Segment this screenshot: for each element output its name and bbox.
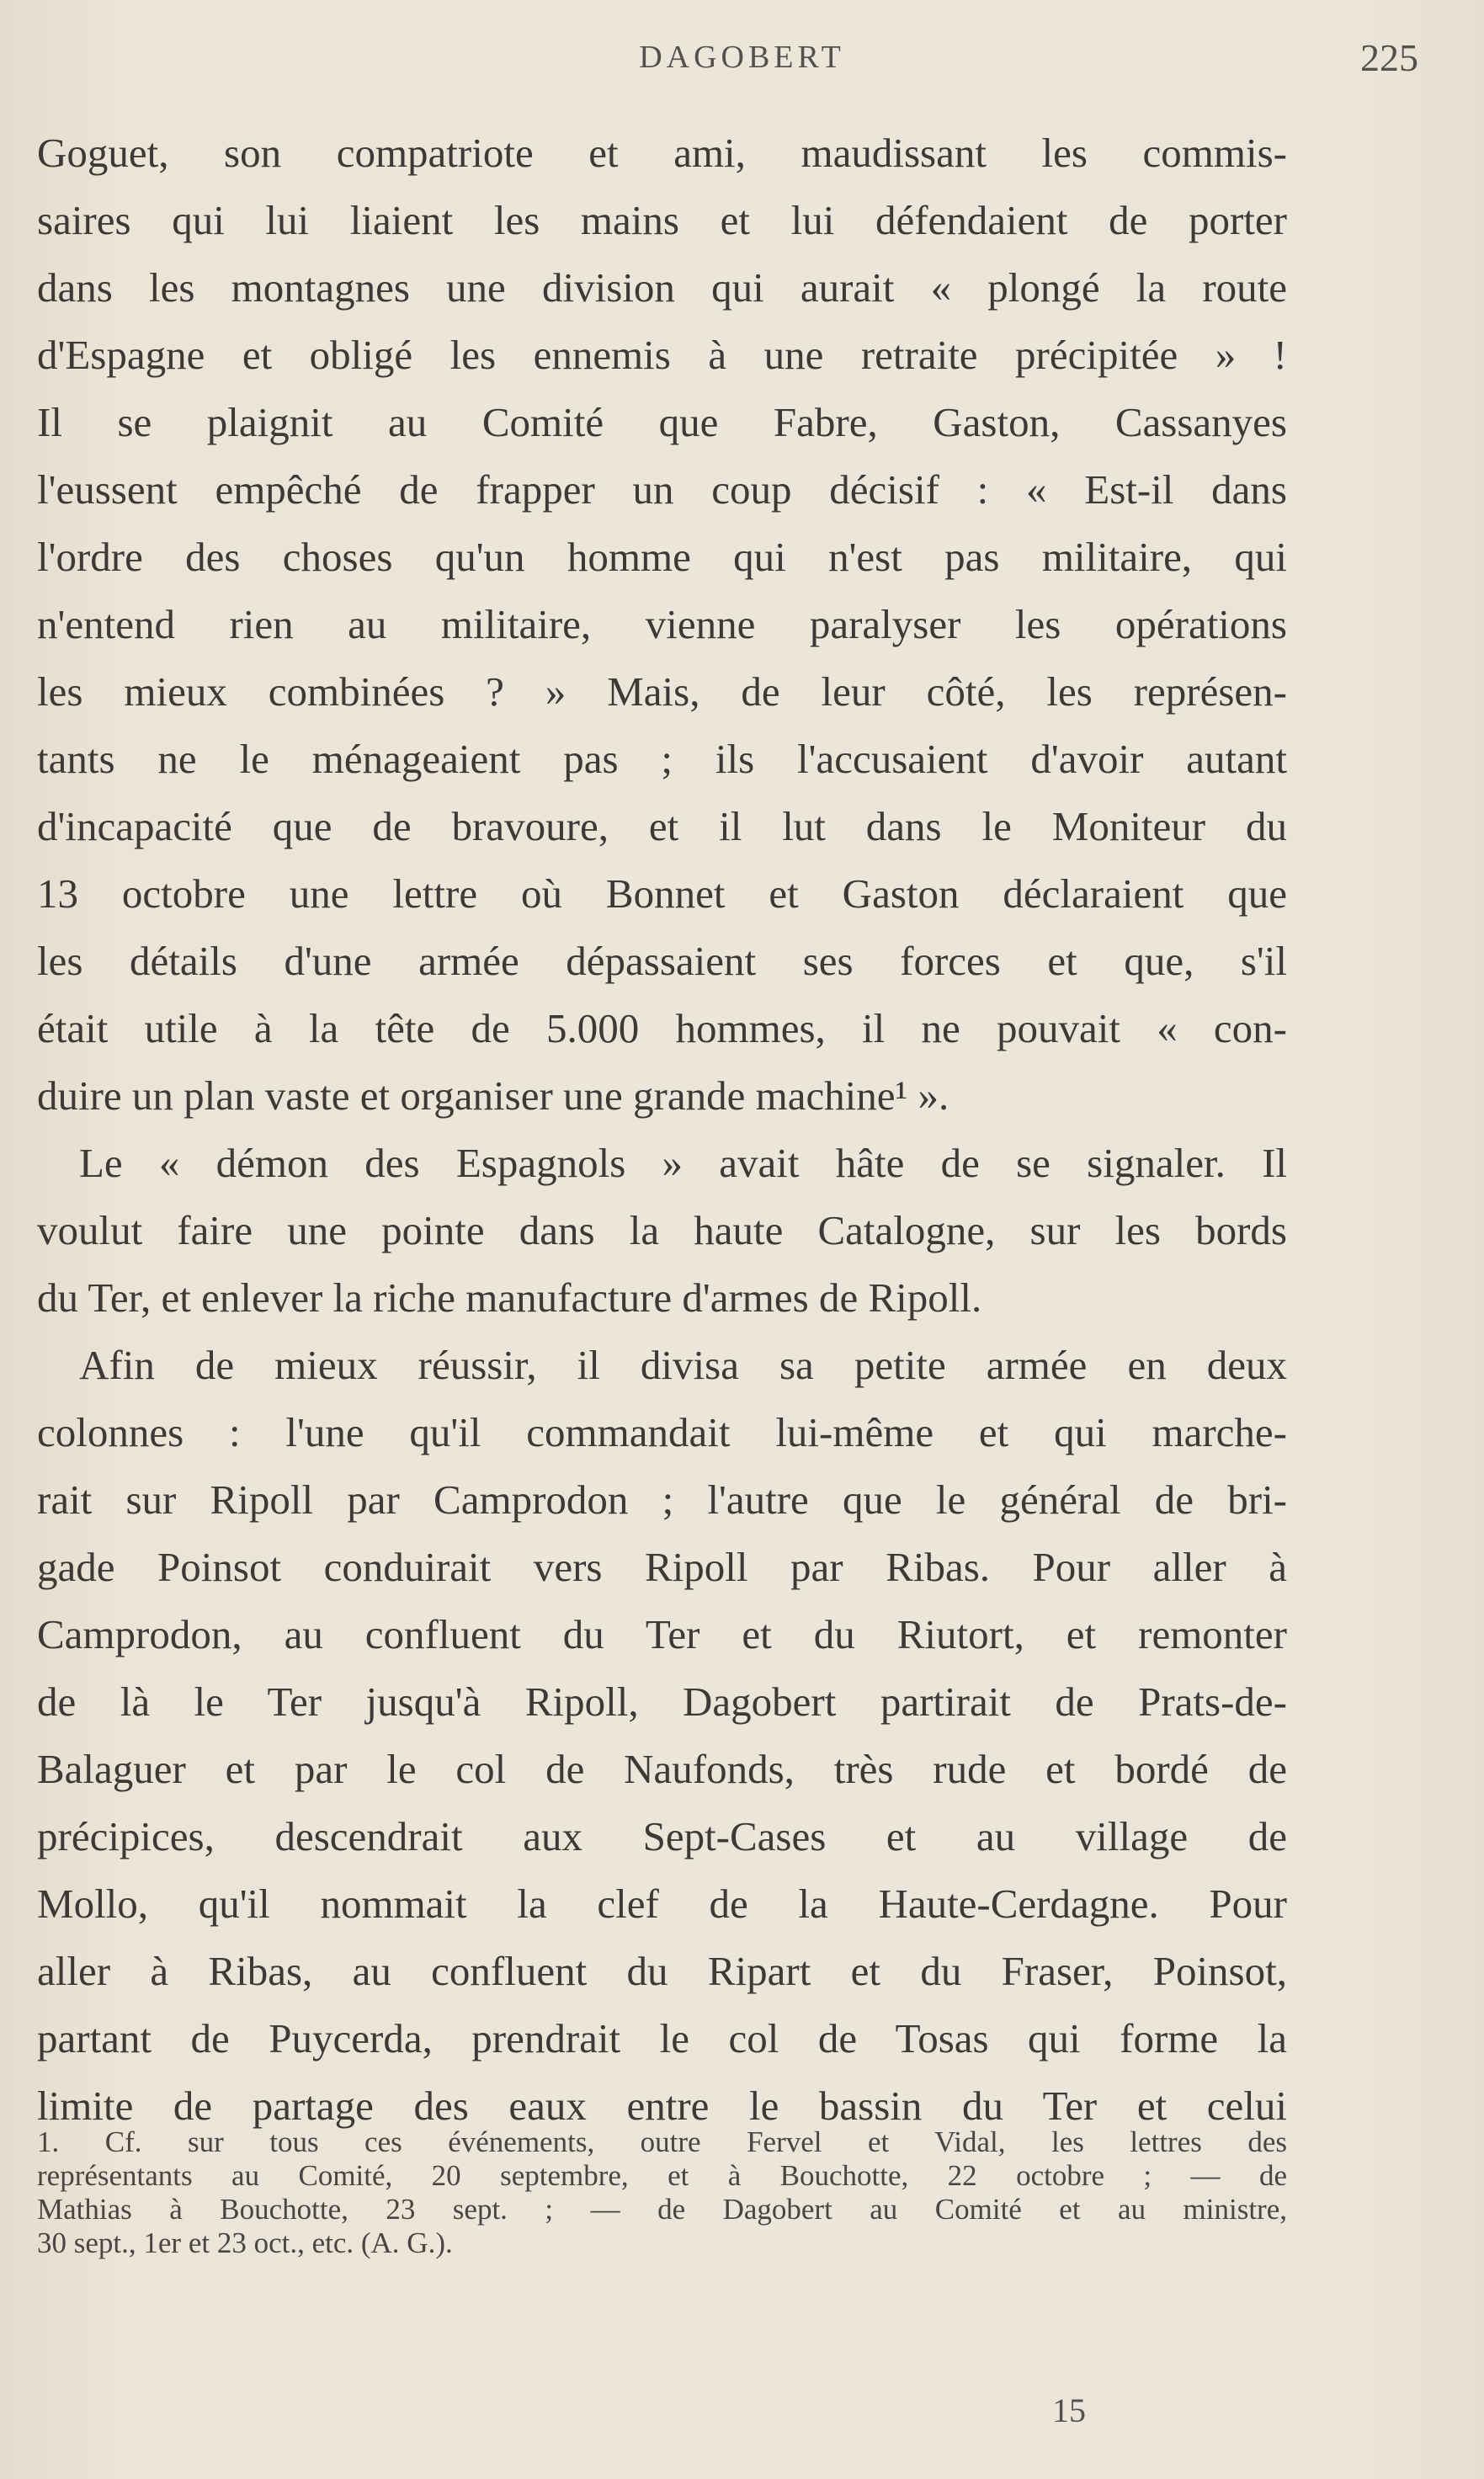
page-number: 225 xyxy=(1360,36,1418,79)
text-line: précipices, descendrait aux Sept-Cases et au village de xyxy=(37,1813,1287,1859)
text-line: gade Poinsot conduirait vers Ripoll par Ribas. Pour aller à xyxy=(37,1544,1287,1590)
text-line: n'entend rien au militaire, vienne paralyser les opérations xyxy=(37,601,1287,647)
text-line: aller à Ribas, au confluent du Ripart et du Fraser, Poinsot, xyxy=(37,1948,1287,1994)
footnotes xyxy=(37,2125,1287,2260)
text-line: d'Espagne et obligé les ennemis à une retraite précipitée » ! xyxy=(37,332,1287,378)
text-line: colonnes : l'une qu'il commandait lui-même et qui marche- xyxy=(37,1409,1287,1455)
text-line: Il se plaignit au Comité que Fabre, Gaston, Cassanyes xyxy=(37,399,1287,445)
text-line: l'eussent empêché de frapper un coup décisif : « Est-il dans xyxy=(37,466,1287,513)
running-head xyxy=(34,32,1450,82)
text-line: Le « démon des Espagnols » avait hâte de se signaler. Il xyxy=(79,1140,1287,1186)
text-line: était utile à la tête de 5.000 hommes, il ne pouvait « con- xyxy=(37,1005,1287,1051)
text-line: de là le Ter jusqu'à Ripoll, Dagobert partirait de Prats-de- xyxy=(37,1678,1287,1725)
footnote-line: Mathias à Bouchotte, 23 sept. ; — de Dagobert au Comité et au ministre, xyxy=(37,2193,1287,2226)
text-line: dans les montagnes une division qui aurait « plongé la route xyxy=(37,264,1287,311)
text-line: tants ne le ménageaient pas ; ils l'accusaient d'avoir autant xyxy=(37,736,1287,782)
text-line: duire un plan vaste et organiser une grande machine¹ ». xyxy=(37,1072,949,1119)
text-line: Goguet, son compatriote et ami, maudissant les commis- xyxy=(37,130,1287,176)
text-line: d'incapacité que de bravoure, et il lut dans le Moniteur du xyxy=(37,803,1287,849)
footnote-line: représentants au Comité, 20 septembre, et à Bouchotte, 22 octobre ; — de xyxy=(37,2159,1287,2192)
text-line: rait sur Ripoll par Camprodon ; l'autre que le général de bri- xyxy=(37,1476,1287,1523)
text-line: 13 octobre une lettre où Bonnet et Gaston déclaraient que xyxy=(37,870,1287,917)
text-line: saires qui lui liaient les mains et lui défendaient de porter xyxy=(37,197,1287,243)
text-line: Balaguer et par le col de Naufonds, très rude et bordé de xyxy=(37,1746,1287,1792)
text-line: voulut faire une pointe dans la haute Catalogne, sur les bords xyxy=(37,1207,1287,1253)
body-text xyxy=(37,120,1287,2140)
text-line: les détails d'une armée dépassaient ses forces et que, s'il xyxy=(37,938,1287,984)
text-line: Mollo, qu'il nommait la clef de la Haute-Cerdagne. Pour xyxy=(37,1881,1287,1927)
footnote-line: 30 sept., 1er et 23 oct., etc. (A. G.). xyxy=(37,2226,453,2259)
running-title: DAGOBERT xyxy=(639,40,845,75)
text-line: du Ter, et enlever la riche manufacture d'armes de Ripoll. xyxy=(37,1274,982,1321)
signature-mark: 15 xyxy=(1052,2391,1086,2429)
text-line: Camprodon, au confluent du Ter et du Riutort, et remonter xyxy=(37,1611,1287,1657)
text-line: les mieux combinées ? » Mais, de leur côté, les représen- xyxy=(37,668,1287,715)
text-line: Afin de mieux réussir, il divisa sa petite armée en deux xyxy=(79,1342,1287,1388)
footnote-line: 1. Cf. sur tous ces événements, outre Fervel et Vidal, les lettres des xyxy=(37,2125,1287,2158)
text-line: l'ordre des choses qu'un homme qui n'est pas militaire, qui xyxy=(37,534,1287,580)
text-line: limite de partage des eaux entre le bassin du Ter et celui xyxy=(37,2083,1287,2129)
text-line: partant de Puycerda, prendrait le col de Tosas qui forme la xyxy=(37,2015,1287,2061)
